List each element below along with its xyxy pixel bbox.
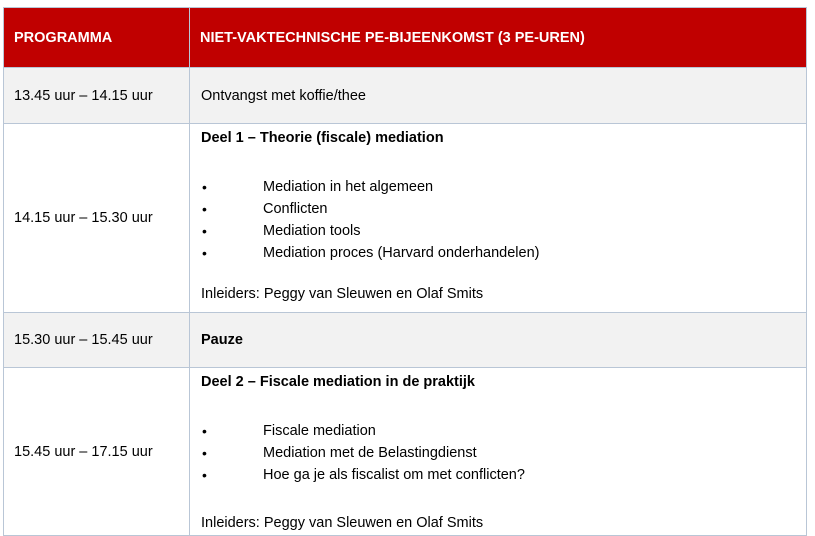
- topic-text: Hoe ga je als fiscalist om met conflicten?: [263, 467, 525, 483]
- list-item: [201, 198, 806, 220]
- topic-text: Mediation in het algemeen: [263, 179, 434, 195]
- table-row: [4, 368, 807, 536]
- description-cell: [190, 368, 807, 536]
- topic-text: Fiscale mediation: [263, 423, 376, 439]
- table-row: [4, 124, 807, 313]
- header-row: [4, 8, 807, 68]
- topic-text: Mediation tools: [263, 223, 361, 239]
- header-programma: PROGRAMMA: [4, 8, 190, 68]
- list-item: [201, 176, 806, 198]
- programme-table: [3, 7, 807, 536]
- list-item: [201, 442, 806, 464]
- speakers-text: Inleiders: Peggy van Sleuwen en Olaf Smits: [201, 515, 484, 531]
- session-title: Deel 1 – Theorie (fiscale) mediation: [201, 130, 444, 146]
- list-item: [201, 420, 806, 442]
- session-title: Deel 2 – Fiscale mediation in de praktijk: [201, 374, 475, 390]
- table-row: [4, 68, 807, 124]
- bullet-icon: •: [202, 223, 207, 239]
- header-event-title: NIET-VAKTECHNISCHE PE-BIJEENKOMST (3 PE-UREN): [190, 8, 807, 68]
- topic-text: Mediation met de Belastingdienst: [263, 445, 477, 461]
- table-row: [4, 313, 807, 368]
- list-item: [201, 464, 806, 486]
- list-item: [201, 220, 806, 242]
- time-cell: 14.15 uur – 15.30 uur: [4, 124, 190, 313]
- bullet-icon: •: [202, 467, 207, 483]
- list-item: [201, 242, 806, 264]
- time-cell: 15.30 uur – 15.45 uur: [4, 313, 190, 368]
- topic-list: [201, 420, 806, 486]
- description-cell: Pauze: [190, 313, 807, 368]
- bullet-icon: •: [202, 179, 207, 195]
- bullet-icon: •: [202, 201, 207, 217]
- bullet-icon: •: [202, 245, 207, 261]
- time-cell: 15.45 uur – 17.15 uur: [4, 368, 190, 536]
- topic-text: Conflicten: [263, 201, 328, 217]
- topic-list: [201, 176, 806, 264]
- time-cell: 13.45 uur – 14.15 uur: [4, 68, 190, 124]
- description-cell: Ontvangst met koffie/thee: [190, 68, 807, 124]
- topic-text: Mediation proces (Harvard onderhandelen): [263, 245, 540, 261]
- speakers-text: Inleiders: Peggy van Sleuwen en Olaf Smits: [201, 286, 484, 302]
- bullet-icon: •: [202, 423, 207, 439]
- description-cell: [190, 124, 807, 313]
- bullet-icon: •: [202, 445, 207, 461]
